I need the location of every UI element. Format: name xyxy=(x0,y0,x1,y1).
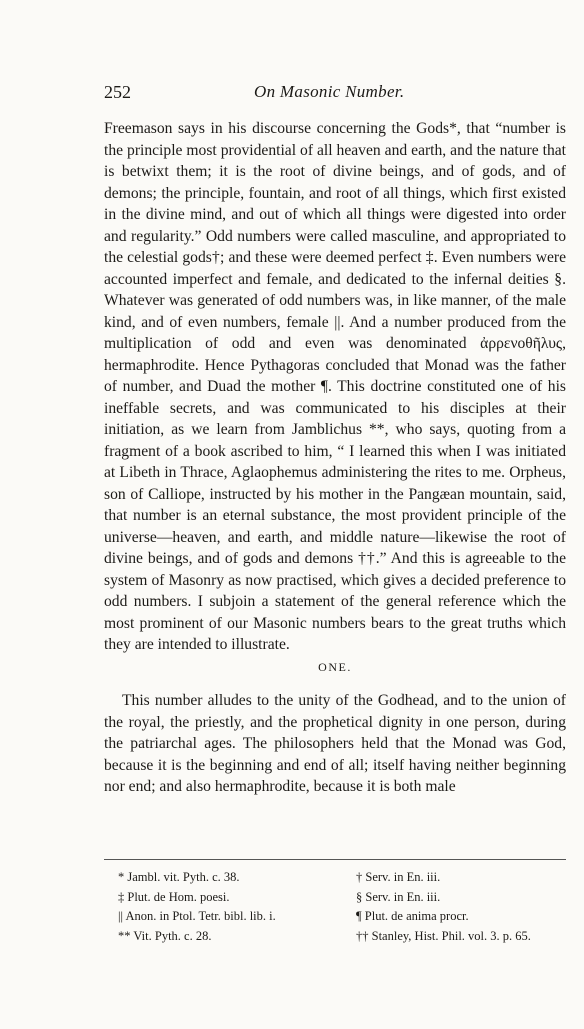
footnotes xyxy=(118,868,558,946)
footnote: ‡ Plut. de Hom. poesi. xyxy=(118,889,230,904)
page-number: 252 xyxy=(104,82,131,102)
footnote-row xyxy=(118,888,558,908)
section-paragraph: This number alludes to the unity of the Godhead, and to the union of the royal, the priestly, and the prophetical dignity in one person, during the patriarchal ages. The philosophers held that the Monad was God, because it is the beginning and end of all; itself having neither beginning nor end; and also hermaphrodite, because it is both male xyxy=(104,692,566,795)
footnote: † Serv. in En. iii. xyxy=(356,870,441,884)
section-heading: ONE. xyxy=(318,660,352,674)
footnote: || Anon. in Ptol. Tetr. bibl. lib. i. xyxy=(118,909,276,923)
footnote-row xyxy=(118,927,558,947)
footnote-row xyxy=(118,868,558,888)
footnote: ¶ Plut. de anima procr. xyxy=(356,909,469,923)
footnote-divider xyxy=(104,859,566,860)
main-paragraph: Freemason says in his discourse concerning the Gods*, that “number is the principle most providential of all heaven and earth, and the nature that is betwixt them; it is the root of divine beings, and of gods, and of demons; the principle, fountain, and root of all things, which first existed in the divine mind, and out of which all things were digested into order and regularity.” Odd numbers were called masculine, and appropriated to the celestial gods†; and these were deemed perfect ‡. Even numbers were accounted imperfect and female, and dedicated to the infernal deities §. Whatever was generated of odd numbers was, in like manner, of the male kind, and of even numbers, female ||. And a number produced from the multiplication of odd and even was denominated ἀρρενοθῆλυς, hermaphrodite. Hence Pythagoras concluded that Monad was the father of number, and Duad the mother ¶. This doctrine constituted one of his ineffable secrets, and was communicated to his disciples at their initiation, as we learn from Jamblichus **, who says, quoting from a fragment of a book ascribed to him, “ I learned this when I was initiated at Libeth in Thrace, Aglaophemus administering the rites to me. Orpheus, son of Calliope, instructed by his mother in the Pangæan mountain, said, that number is an eternal substance, the most provident principle of the universe—heaven, and earth, and middle nature—likewise the root of divine beings, and of gods and demons ††.” And this is agreeable to the system of Masonry as now practised, which gives a decided preference to odd numbers. I subjoin a statement of the general reference which the most prominent of our Masonic numbers bears to the great truths which they are intended to illustrate. xyxy=(104,120,566,653)
footnote-row xyxy=(118,907,558,927)
section-text xyxy=(104,690,566,798)
footnote: †† Stanley, Hist. Phil. vol. 3. p. 65. xyxy=(356,928,531,943)
page-header xyxy=(104,82,564,106)
footnote: § Serv. in En. iii. xyxy=(356,889,441,904)
footnote: * Jambl. vit. Pyth. c. 38. xyxy=(118,870,240,884)
main-text xyxy=(104,118,566,656)
footnote: ** Vit. Pyth. c. 28. xyxy=(118,928,212,943)
running-head: On Masonic Number. xyxy=(254,82,405,101)
